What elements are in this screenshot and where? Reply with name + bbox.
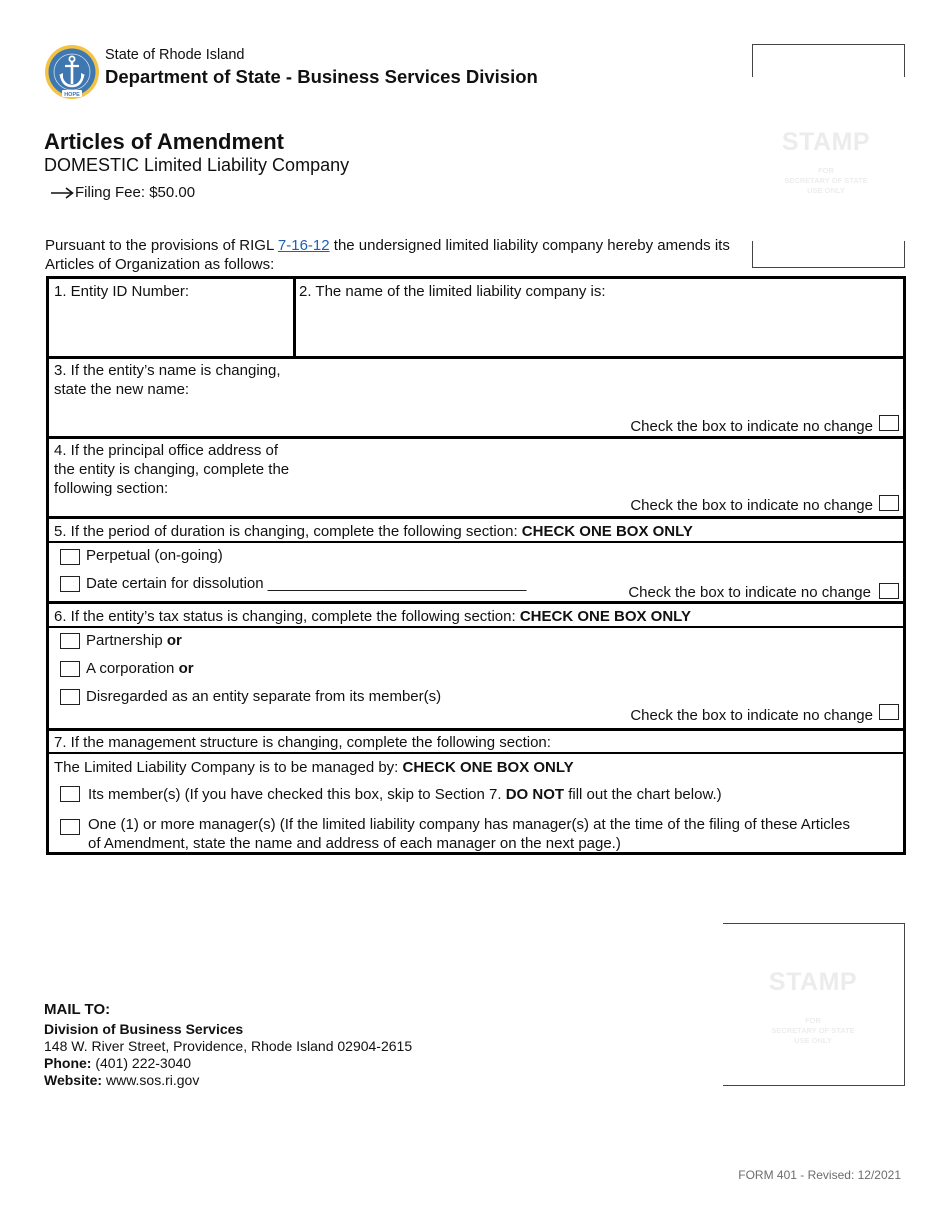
stamp-note: FOR SECRETARY OF STATE USE ONLY — [784, 166, 868, 195]
section-4-label: 4. If the principal office address of the entity is changing, complete the following section: — [54, 442, 290, 497]
section-3-label: 3. If the entity’s name is changing, state the new name: — [54, 362, 281, 398]
managers-checkbox[interactable] — [60, 819, 80, 835]
section-2-label: 2. The name of the limited liability company is: — [299, 283, 606, 300]
section-7-label: 7. If the management structure is changing, complete the following section: — [54, 734, 551, 751]
stamp-box-top — [752, 44, 904, 268]
mail-division: Division of Business Services — [44, 1021, 244, 1037]
no-change-checkbox-4[interactable] — [879, 495, 899, 511]
corporation-checkbox[interactable] — [60, 661, 80, 677]
department-name: Department of State - Business Services Division — [105, 66, 538, 87]
managers-label: One (1) or more manager(s) (If the limited liability company has manager(s) at the time of the filing of these Articles of Amendment, state the name and address of each manager on the next page.) — [88, 816, 850, 852]
page-title: Articles of Amendment — [44, 129, 285, 154]
mail-phone: Phone: (401) 222-3040 — [44, 1055, 192, 1071]
no-change-label-6: Check the box to indicate no change — [630, 707, 873, 724]
dissolution-date-label: Date certain for dissolution _______________________________ — [86, 575, 527, 592]
stamp-note-bottom: FOR SECRETARY OF STATE USE ONLY — [771, 1016, 855, 1045]
stamp-word: STAMP — [781, 128, 871, 156]
mail-address: 148 W. River Street, Providence, Rhode Island 02904-2615 — [44, 1038, 413, 1054]
managed-by-label: The Limited Liability Company is to be managed by: CHECK ONE BOX ONLY — [54, 759, 574, 776]
mail-website: Website: www.sos.ri.gov — [44, 1072, 200, 1088]
rigl-link[interactable]: 7-16-12 — [277, 237, 330, 254]
mail-to-heading: MAIL TO: — [44, 1001, 111, 1018]
disregarded-label: Disregarded as an entity separate from its member(s) — [86, 688, 442, 705]
no-change-checkbox-6[interactable] — [879, 704, 899, 720]
amendment-form — [46, 276, 906, 855]
perpetual-checkbox[interactable] — [60, 549, 80, 565]
filing-fee — [50, 184, 195, 201]
members-checkbox[interactable] — [60, 786, 80, 802]
members-label: Its member(s) (If you have checked this box, skip to Section 7. DO NOT fill out the chart below.) — [88, 786, 722, 803]
stamp-word-bottom: STAMP — [768, 968, 858, 996]
section-5-label: 5. If the period of duration is changing, complete the following section: CHECK ONE BOX ONLY — [54, 523, 693, 540]
arrow-right-icon — [50, 187, 74, 199]
stamp-box-bottom — [723, 923, 905, 1086]
no-change-label-5: Check the box to indicate no change — [628, 584, 871, 601]
no-change-label-3: Check the box to indicate no change — [630, 418, 873, 435]
form-footer: FORM 401 - Revised: 12/2021 — [738, 1168, 901, 1182]
state-seal-icon — [44, 44, 100, 100]
partnership-label: Partnership or — [86, 632, 182, 649]
page-subtitle: DOMESTIC Limited Liability Company — [44, 155, 350, 175]
no-change-checkbox-5[interactable] — [879, 583, 899, 599]
no-change-checkbox-3[interactable] — [879, 415, 899, 431]
no-change-label-4: Check the box to indicate no change — [630, 497, 873, 514]
state-name: State of Rhode Island — [105, 47, 245, 63]
section-6-label: 6. If the entity’s tax status is changing, complete the following section: CHECK ONE BOX ONLY — [54, 608, 691, 625]
dissolution-date-checkbox[interactable] — [60, 576, 80, 592]
corporation-label: A corporation or — [86, 660, 194, 677]
disregarded-checkbox[interactable] — [60, 689, 80, 705]
perpetual-label: Perpetual (on-going) — [86, 547, 223, 564]
partnership-checkbox[interactable] — [60, 633, 80, 649]
seal-label: HOPE — [64, 92, 80, 98]
mail-to-block — [44, 1001, 412, 1089]
section-1-label: 1. Entity ID Number: — [54, 283, 190, 300]
filing-fee-text: Filing Fee: $50.00 — [75, 184, 196, 201]
intro-text: Pursuant to the provisions of RIGL 7-16-12 the undersigned limited liability company hereby amends its Articles of Organization as follows: — [45, 237, 730, 273]
